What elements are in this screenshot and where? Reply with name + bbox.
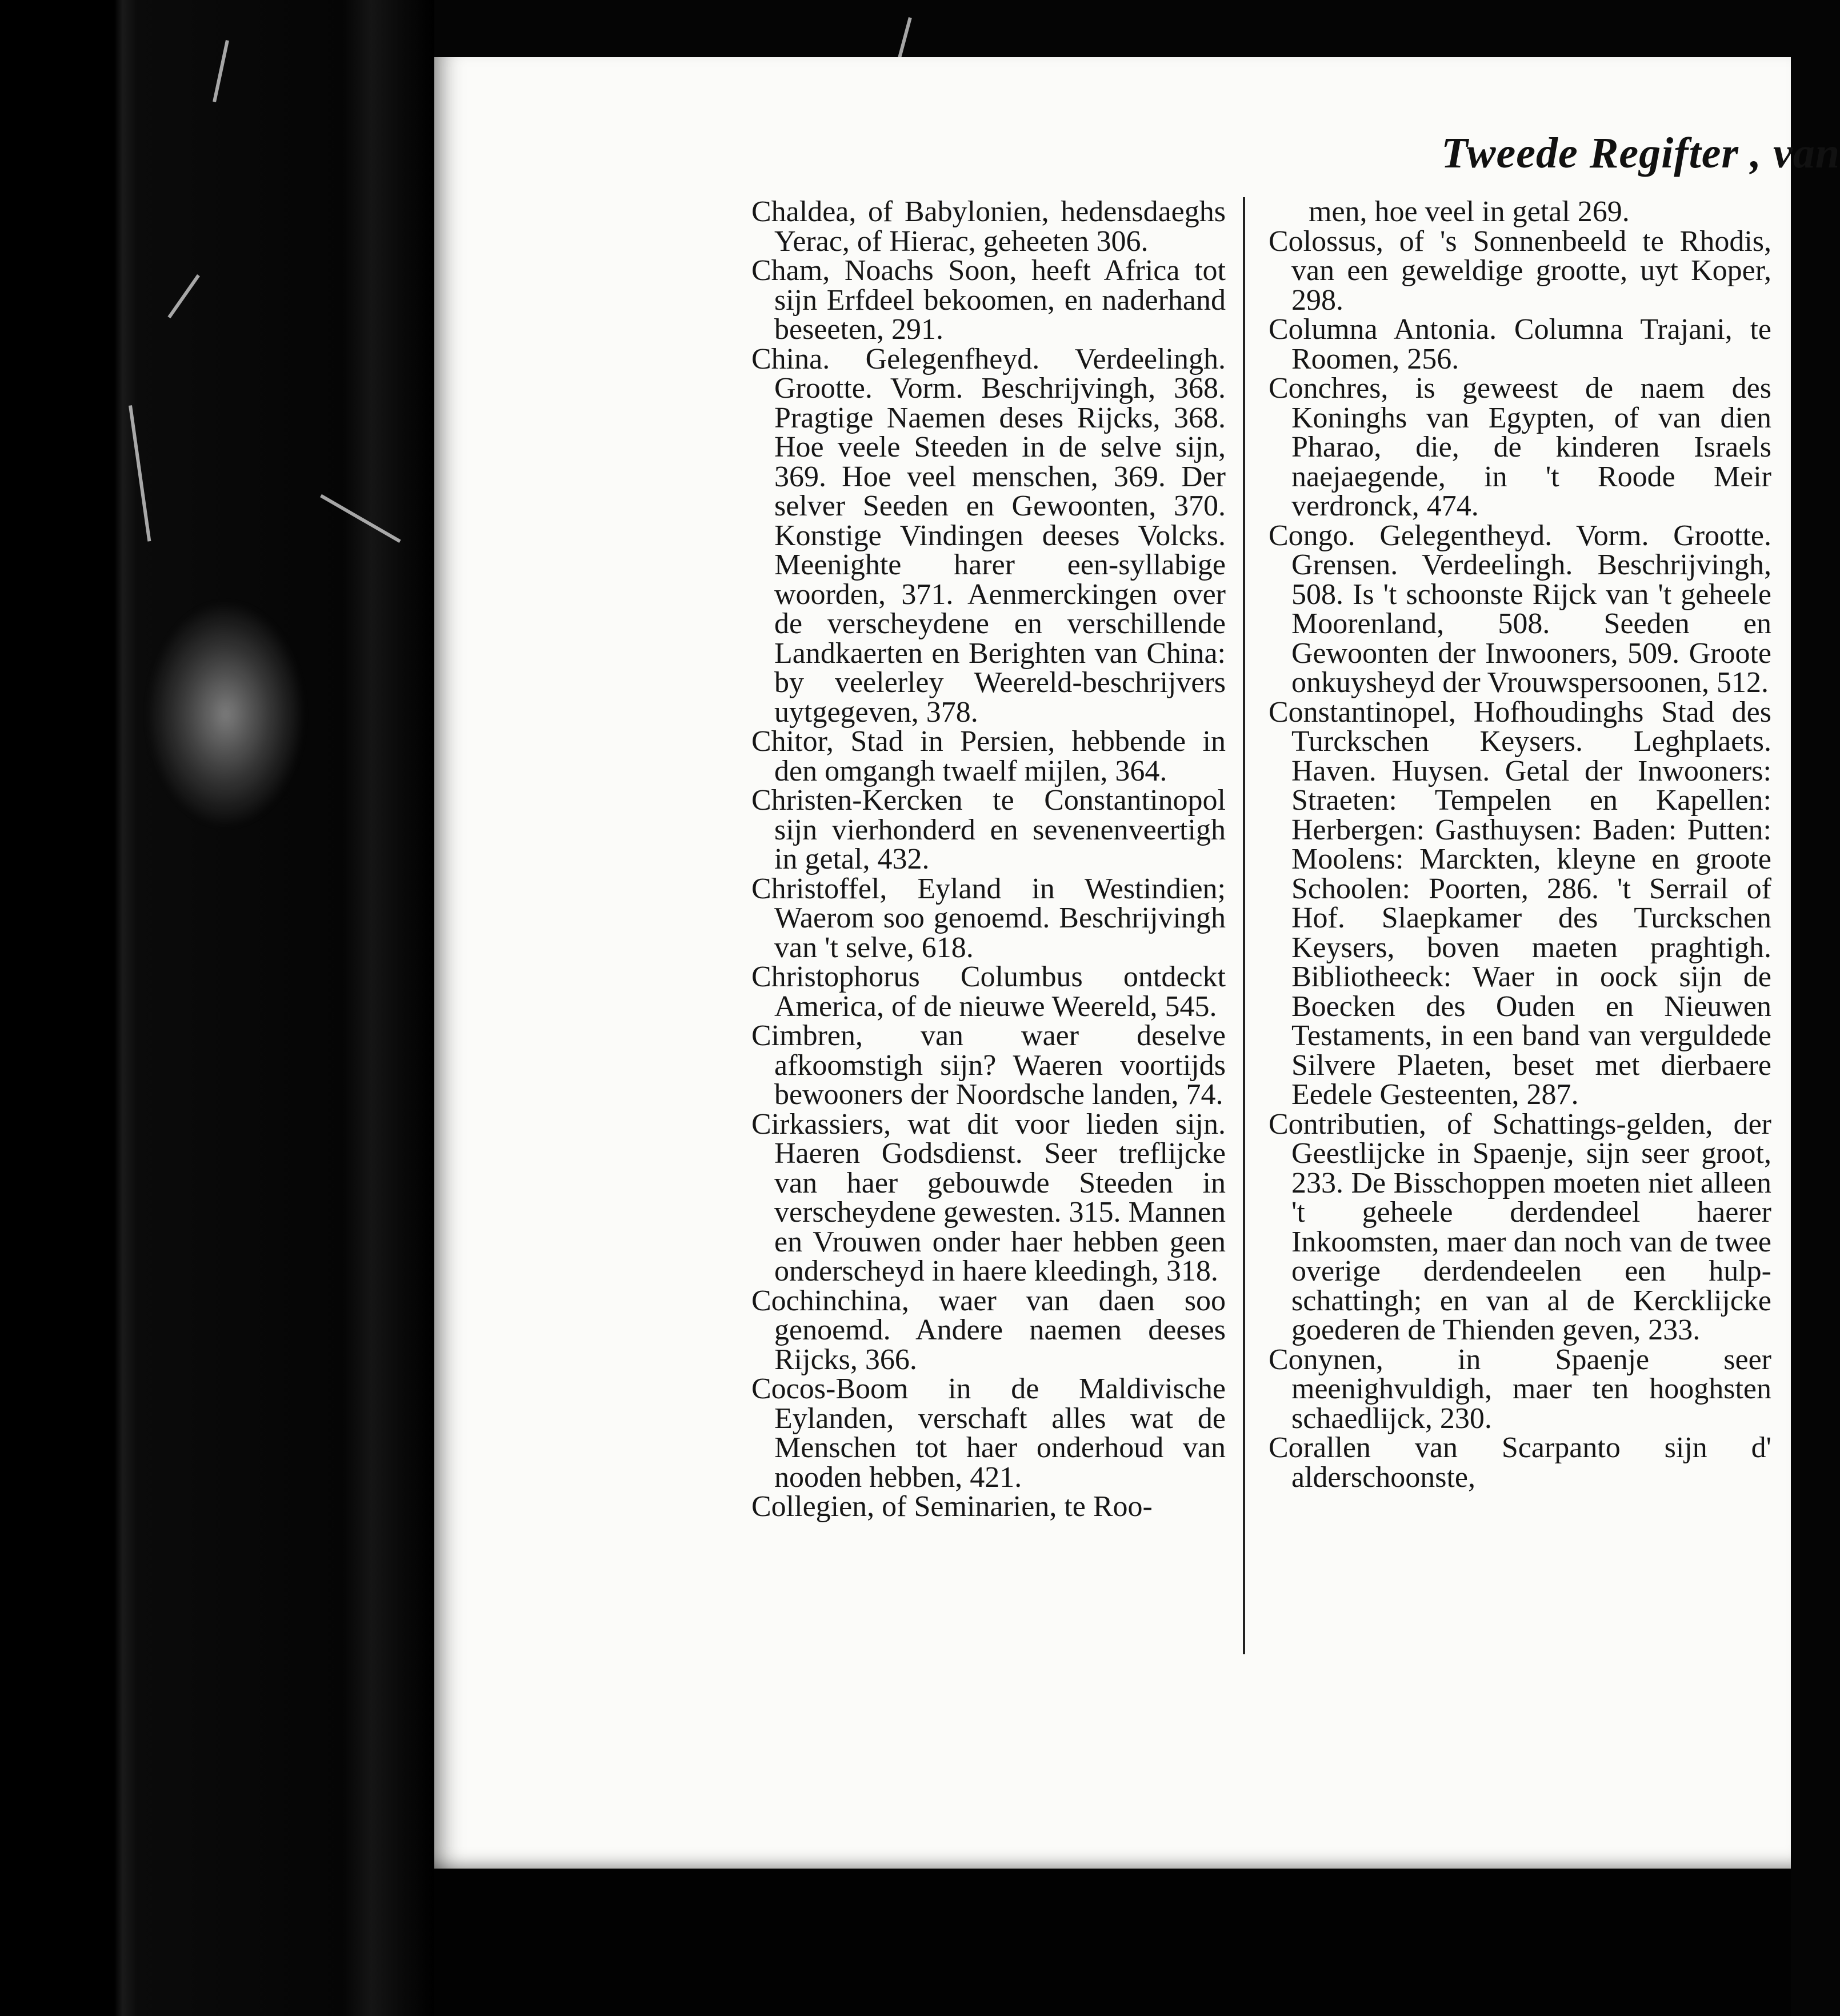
index-entry: Columna Antonia. Columna Trajani, te Roomen, 256. bbox=[1269, 313, 1771, 375]
running-head: Tweede Regifter , van bbox=[1441, 129, 1840, 177]
index-entry: Christen-Kercken te Constantinopol sijn vierhonderd en sevenenveertigh in getal, 432. bbox=[751, 784, 1226, 875]
index-entry: Christoffel, Eyland in Westindien; Waerom soo genoemd. Beschrijvingh van 't selve, 618. bbox=[751, 872, 1226, 964]
index-column-left bbox=[751, 197, 1226, 1522]
index-entry: Corallen van Scarpanto sijn d' alderschoonste, bbox=[1269, 1431, 1771, 1494]
column-divider bbox=[1243, 197, 1245, 1654]
index-entry: Constantinopel, Hofhoudinghs Stad des Turckschen Keysers. Leghplaets. Haven. Huysen. Getal der Inwooners: Straeten: Tempelen en Kapellen: Herbergen: Gasthuysen: Baden: Putten: Moolens: Marckten, kleyne en groote Schoolen: Poorten, 286. 't Serrail of Hof. Slaepkamer des Turckschen Keysers, boven maeten praghtigh. Bibliotheeck: Waer in oock sijn de Boecken des Ouden en Nieuwen Testaments, in een band van verguldede Silvere Plaeten, beset met dierbaere Eedele Gesteenten, 287. bbox=[1269, 695, 1771, 1111]
index-entry: Chaldea, of Babylonien, hedensdaeghs Yerac, of Hierac, geheeten 306. bbox=[751, 195, 1226, 258]
index-entry: Chitor, Stad in Persien, hebbende in den omgangh twaelf mijlen, 364. bbox=[751, 725, 1226, 787]
scan-dark-margin bbox=[0, 0, 434, 2016]
index-entry: Cham, Noachs Soon, heeft Africa tot sijn Erfdeel bekoomen, en naderhand beseeten, 291. bbox=[751, 254, 1226, 346]
paper-damage-stain bbox=[146, 600, 306, 829]
index-entry: Contributien, of Schattings-gelden, der Geestlijcke in Spaenje, sijn seer groot, 233. De Bisschoppen moeten niet alleen 't geheele derdendeel haerer Inkoomsten, maer dan noch van de twee overige derdendeelen een hulp-schattingh; en van al de Kercklijcke goederen de Thienden geven, 233. bbox=[1269, 1107, 1771, 1346]
index-entry: Cocos-Boom in de Maldivische Eylanden, verschaft alles wat de Menschen tot haer onderhoud van nooden hebben, 421. bbox=[751, 1373, 1226, 1494]
scan-bottom-edge bbox=[434, 1869, 1791, 2016]
index-entry: men, hoe veel in getal 269. bbox=[1309, 195, 1630, 228]
book-page bbox=[434, 57, 1840, 1869]
index-entry: Christophorus Columbus ontdeckt America, of de nieuwe Weereld, 545. bbox=[751, 961, 1226, 1023]
index-entry: Colossus, of 's Sonnenbeeld te Rhodis, van een geweldige grootte, uyt Koper, 298. bbox=[1269, 225, 1771, 317]
index-entry: Conynen, in Spaenje seer meenighvuldigh, maer ten hooghsten schaedlijck, 230. bbox=[1269, 1343, 1771, 1435]
index-entry: Collegien, of Seminarien, te Roo- bbox=[751, 1490, 1153, 1523]
index-entry: China. Gelegenfheyd. Verdeelingh. Grootte. Vorm. Beschrijvingh, 368. Pragtige Naemen deses Rijcks, 368. Hoe veele Steeden in de selve sijn, 369. Hoe veel menschen, 369. Der selver Seeden en Gewoonten, 370. Konstige Vindingen deeses Volcks. Meenighte harer een-syllabige woorden, 371. Aenmerckingen over de verscheydene en verschillende Landkaerten en Berighten van China: by veelerley Weereld-beschrijvers uytgegeven, 378. bbox=[751, 342, 1226, 729]
index-entry: Cimbren, van waer deselve afkoomstigh sijn? Waeren voortijds bewooners der Noordsche landen, 74. bbox=[751, 1019, 1226, 1111]
index-column-right bbox=[1269, 197, 1771, 1492]
index-entry: Conchres, is geweest de naem des Koninghs van Egypten, of van dien Pharao, die, de kinderen Israels naejaegende, in 't Roode Meir verdronck, 474. bbox=[1269, 372, 1771, 522]
index-entry: Cirkassiers, wat dit voor lieden sijn. Haeren Godsdienst. Seer treflijcke van haer gebouwde Steeden in verscheydene gewesten. 315. Mannen en Vrouwen onder haer hebben geen onderscheyd in haere kleedingh, 318. bbox=[751, 1107, 1226, 1287]
index-entry: Cochinchina, waer van daen soo genoemd. Andere naemen deeses Rijcks, 366. bbox=[751, 1284, 1226, 1376]
index-entry: Congo. Gelegentheyd. Vorm. Grootte. Grensen. Verdeelingh. Beschrijvingh, 508. Is 't schoonste Rijck van 't geheele Moorenland, 508. Seeden en Gewoonten der Inwooners, 509. Groote onkuysheyd der Vrouwspersoonen, 512. bbox=[1269, 519, 1771, 699]
